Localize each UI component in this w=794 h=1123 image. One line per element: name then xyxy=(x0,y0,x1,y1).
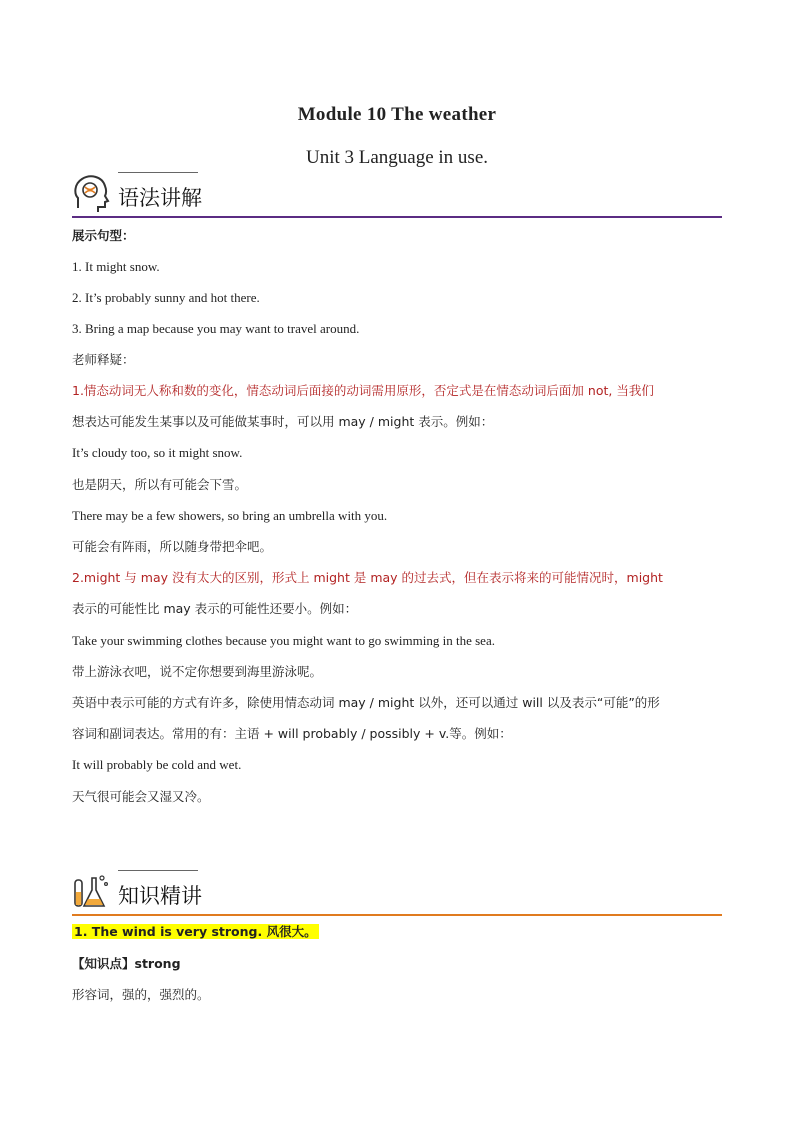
grammar-point-1-line1: 1.情态动词无人称和数的变化，情态动词后面接的动词需用原形，否定式是在情态动词后面加 not, 当我们 xyxy=(72,383,654,398)
section-title: 语法讲解 xyxy=(118,186,202,210)
note-line-1: 英语中表示可能的方式有许多，除使用情态动词 may / might 以外，还可以通过 will 以及表示“可能”的形 xyxy=(72,695,660,710)
example-chinese: 带上游泳衣吧，说不定你想要到海里游泳呢。 xyxy=(72,664,323,679)
header-decoration-line xyxy=(118,870,198,871)
knowledge-item-1 xyxy=(72,923,722,941)
example-chinese: 天气很可能会又湿又冷。 xyxy=(72,789,210,804)
example-sentence: 2. It’s probably sunny and hot there. xyxy=(72,290,260,305)
page-title: Module 10 The weather xyxy=(297,104,497,125)
example-sentence: 3. Bring a map because you may want to travel around. xyxy=(72,321,360,336)
example-english: It’s cloudy too, so it might snow. xyxy=(72,445,243,460)
section-rule xyxy=(72,216,722,218)
page-subtitle: Unit 3 Language in use. xyxy=(305,147,489,168)
note-line-2: 容词和副词表达。常用的有：主语 + will probably / possibly + v.等。例如： xyxy=(72,726,512,741)
teacher-explain-label: 老师释疑： xyxy=(72,352,135,367)
grammar-section-header xyxy=(72,172,722,218)
example-english: There may be a few showers, so bring an umbrella with you. xyxy=(72,508,388,523)
example-chinese: 也是阴天，所以有可能会下雪。 xyxy=(72,477,248,492)
example-sentence: 1. It might snow. xyxy=(72,259,160,274)
grammar-point-1-line2: 想表达可能发生某事以及可能做某事时，可以用 may / might 表示。例如： xyxy=(72,414,494,429)
grammar-point-1 xyxy=(72,382,722,400)
show-sentences-label: 展示句型： xyxy=(72,228,135,243)
grammar-point-2-line1: 2.might 与 may 没有太大的区别，形式上 might 是 may 的过去式，但在表示将来的可能情况时，might xyxy=(72,570,663,585)
header-decoration-line xyxy=(118,172,198,173)
example-english: Take your swimming clothes because you might want to go swimming in the sea. xyxy=(72,633,495,648)
knowledge-point-description: 形容词，强的，强烈的。 xyxy=(72,987,210,1002)
lab-flasks-icon xyxy=(72,872,110,912)
knowledge-section-header xyxy=(72,870,722,916)
grammar-point-2 xyxy=(72,569,722,587)
section-rule xyxy=(72,914,722,916)
highlighted-sentence: 1. The wind is very strong. 风很大。 xyxy=(74,924,317,939)
example-chinese: 可能会有阵雨，所以随身带把伞吧。 xyxy=(72,539,273,554)
example-english: It will probably be cold and wet. xyxy=(72,757,242,772)
grammar-point-2-line2: 表示的可能性比 may 表示的可能性还要小。例如： xyxy=(72,601,358,616)
knowledge-point-label: 【知识点】strong xyxy=(72,956,181,971)
brain-head-icon xyxy=(72,174,110,214)
section-title: 知识精讲 xyxy=(118,884,202,908)
